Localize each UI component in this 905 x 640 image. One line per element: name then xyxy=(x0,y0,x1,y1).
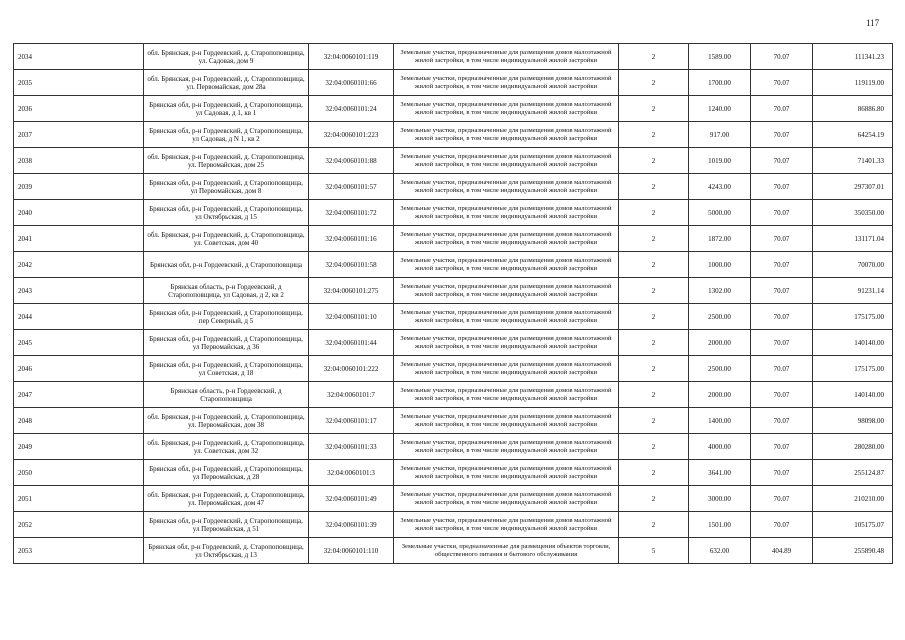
specific-value-cell: 70.07 xyxy=(751,330,813,356)
specific-value-cell: 70.07 xyxy=(751,356,813,382)
cadastral-number-cell: 32:04:0060101:17 xyxy=(309,408,394,434)
table-row xyxy=(14,252,893,278)
area-cell: 1000.00 xyxy=(689,252,751,278)
cadastral-value-cell: 111341.23 xyxy=(813,44,893,70)
area-cell: 1501.00 xyxy=(689,512,751,538)
table-row xyxy=(14,44,893,70)
address-cell: Брянская обл, р-н Гордеевский, д Старопоповщица, ул Октябрьская, д 15 xyxy=(144,200,309,226)
cadastral-number-cell: 32:04:0060101:223 xyxy=(309,122,394,148)
table-row xyxy=(14,382,893,408)
land-use-purpose-cell: Земельные участки, предназначенные для размещения домов малоэтажной жилой застройки, в том числе индивидуальной жилой застройки xyxy=(394,382,619,408)
land-use-purpose-cell: Земельные участки, предназначенные для размещения домов малоэтажной жилой застройки, в том числе индивидуальной жилой застройки xyxy=(394,70,619,96)
address-cell: Брянская обл, р-н Гордеевский, д Старопоповщица, ул Первомайская, дом 8 xyxy=(144,174,309,200)
address-cell: обл. Брянская, р-н Гордеевский, д. Старопоповщица, ул. Первомайская, дом 38 xyxy=(144,408,309,434)
specific-value-cell: 70.07 xyxy=(751,226,813,252)
specific-value-cell: 70.07 xyxy=(751,486,813,512)
area-cell: 1302.00 xyxy=(689,278,751,304)
group-number-cell: 2 xyxy=(619,226,689,252)
area-cell: 3000.00 xyxy=(689,486,751,512)
group-number-cell: 2 xyxy=(619,200,689,226)
area-cell: 1872.00 xyxy=(689,226,751,252)
row-number-cell: 2035 xyxy=(14,70,144,96)
address-cell: обл. Брянская, р-н Гордеевский, д. Старопоповщица, ул. Первомайская, дом 28а xyxy=(144,70,309,96)
area-cell: 1589.00 xyxy=(689,44,751,70)
group-number-cell: 2 xyxy=(619,70,689,96)
address-cell: обл. Брянская, р-н Гордеевский, д. Старопоповщица, ул. Советская, дом 40 xyxy=(144,226,309,252)
group-number-cell: 2 xyxy=(619,252,689,278)
row-number-cell: 2042 xyxy=(14,252,144,278)
land-use-purpose-cell: Земельные участки, предназначенные для размещения домов малоэтажной жилой застройки, в том числе индивидуальной жилой застройки xyxy=(394,278,619,304)
land-use-purpose-cell: Земельные участки, предназначенные для размещения домов малоэтажной жилой застройки, в том числе индивидуальной жилой застройки xyxy=(394,44,619,70)
row-number-cell: 2040 xyxy=(14,200,144,226)
area-cell: 4243.00 xyxy=(689,174,751,200)
table-row xyxy=(14,356,893,382)
row-number-cell: 2047 xyxy=(14,382,144,408)
group-number-cell: 2 xyxy=(619,96,689,122)
group-number-cell: 2 xyxy=(619,44,689,70)
land-use-purpose-cell: Земельные участки, предназначенные для размещения объектов торговли, общественного питания и бытового обслуживания xyxy=(394,538,619,564)
cadastral-number-cell: 32:04:0060101:58 xyxy=(309,252,394,278)
table-row xyxy=(14,148,893,174)
area-cell: 1240.00 xyxy=(689,96,751,122)
specific-value-cell: 70.07 xyxy=(751,512,813,538)
address-cell: Брянская обл, р-н Гордеевский, д Старопоповщица, ул Садовая, д 1, кв 1 xyxy=(144,96,309,122)
address-cell: Брянская обл, р-н Гордеевский, д Старопоповщица, ул Первомайская, д 51 xyxy=(144,512,309,538)
table-row xyxy=(14,226,893,252)
group-number-cell: 2 xyxy=(619,148,689,174)
specific-value-cell: 70.07 xyxy=(751,382,813,408)
row-number-cell: 2043 xyxy=(14,278,144,304)
area-cell: 1400.00 xyxy=(689,408,751,434)
row-number-cell: 2052 xyxy=(14,512,144,538)
cadastral-value-cell: 280280.00 xyxy=(813,434,893,460)
area-cell: 2000.00 xyxy=(689,382,751,408)
row-number-cell: 2048 xyxy=(14,408,144,434)
specific-value-cell: 70.07 xyxy=(751,252,813,278)
row-number-cell: 2053 xyxy=(14,538,144,564)
address-cell: Брянская обл, р-н Гордеевский, д. Старопоповщица, ул Октябрьская, д 13 xyxy=(144,538,309,564)
area-cell: 2500.00 xyxy=(689,304,751,330)
address-cell: Брянская обл, р-н Гордеевский, д Старопоповщица xyxy=(144,252,309,278)
group-number-cell: 2 xyxy=(619,278,689,304)
row-number-cell: 2050 xyxy=(14,460,144,486)
cadastral-number-cell: 32:04:0060101:275 xyxy=(309,278,394,304)
group-number-cell: 2 xyxy=(619,434,689,460)
table-row xyxy=(14,486,893,512)
table-row xyxy=(14,538,893,564)
cadastral-value-cell: 105175.07 xyxy=(813,512,893,538)
cadastral-value-cell: 64254.19 xyxy=(813,122,893,148)
cadastral-number-cell: 32:04:0060101:7 xyxy=(309,382,394,408)
group-number-cell: 2 xyxy=(619,486,689,512)
land-use-purpose-cell: Земельные участки, предназначенные для размещения домов малоэтажной жилой застройки, в том числе индивидуальной жилой застройки xyxy=(394,96,619,122)
address-cell: Брянская обл, р-н Гордеевский, д Старопоповщица, ул Советская, д 18 xyxy=(144,356,309,382)
cadastral-value-cell: 98098.00 xyxy=(813,408,893,434)
table-row xyxy=(14,434,893,460)
address-cell: обл. Брянская, р-н Гордеевский, д. Старопоповщица, ул. Садовая, дом 9 xyxy=(144,44,309,70)
land-use-purpose-cell: Земельные участки, предназначенные для размещения домов малоэтажной жилой застройки, в том числе индивидуальной жилой застройки xyxy=(394,356,619,382)
specific-value-cell: 70.07 xyxy=(751,200,813,226)
cadastral-value-cell: 86886.80 xyxy=(813,96,893,122)
cadastral-number-cell: 32:04:0060101:88 xyxy=(309,148,394,174)
specific-value-cell: 70.07 xyxy=(751,70,813,96)
land-use-purpose-cell: Земельные участки, предназначенные для размещения домов малоэтажной жилой застройки, в том числе индивидуальной жилой застройки xyxy=(394,486,619,512)
specific-value-cell: 70.07 xyxy=(751,408,813,434)
table-row xyxy=(14,304,893,330)
specific-value-cell: 70.07 xyxy=(751,174,813,200)
table-row xyxy=(14,70,893,96)
group-number-cell: 2 xyxy=(619,408,689,434)
row-number-cell: 2038 xyxy=(14,148,144,174)
row-number-cell: 2051 xyxy=(14,486,144,512)
address-cell: Брянская обл, р-н Гордеевский, д Старопоповщица, ул Первомайская, д 36 xyxy=(144,330,309,356)
cadastral-number-cell: 32:04:0060101:39 xyxy=(309,512,394,538)
land-use-purpose-cell: Земельные участки, предназначенные для размещения домов малоэтажной жилой застройки, в том числе индивидуальной жилой застройки xyxy=(394,122,619,148)
table-row xyxy=(14,96,893,122)
cadastral-number-cell: 32:04:0060101:49 xyxy=(309,486,394,512)
cadastral-value-cell: 91231.14 xyxy=(813,278,893,304)
specific-value-cell: 70.07 xyxy=(751,148,813,174)
cadastral-value-cell: 140140.00 xyxy=(813,330,893,356)
address-cell: Брянская область, р-н Гордеевский, д Старопоповщица xyxy=(144,382,309,408)
land-registry-table xyxy=(13,43,893,564)
group-number-cell: 2 xyxy=(619,356,689,382)
group-number-cell: 2 xyxy=(619,304,689,330)
area-cell: 2500.00 xyxy=(689,356,751,382)
cadastral-value-cell: 131171.04 xyxy=(813,226,893,252)
table-row xyxy=(14,200,893,226)
cadastral-value-cell: 255124.87 xyxy=(813,460,893,486)
area-cell: 2000.00 xyxy=(689,330,751,356)
area-cell: 1019.00 xyxy=(689,148,751,174)
land-use-purpose-cell: Земельные участки, предназначенные для размещения домов малоэтажной жилой застройки, в том числе индивидуальной жилой застройки xyxy=(394,200,619,226)
address-cell: Брянская обл, р-н Гордеевский, д Старопоповщица, ул Первомайская, д 28 xyxy=(144,460,309,486)
table-row xyxy=(14,278,893,304)
land-use-purpose-cell: Земельные участки, предназначенные для размещения домов малоэтажной жилой застройки, в том числе индивидуальной жилой застройки xyxy=(394,434,619,460)
specific-value-cell: 404.89 xyxy=(751,538,813,564)
cadastral-value-cell: 175175.00 xyxy=(813,304,893,330)
table-row xyxy=(14,408,893,434)
area-cell: 917.00 xyxy=(689,122,751,148)
address-cell: обл. Брянская, р-н Гордеевский, д. Старопоповщица, ул. Советская, дом 32 xyxy=(144,434,309,460)
group-number-cell: 2 xyxy=(619,122,689,148)
cadastral-number-cell: 32:04:0060101:66 xyxy=(309,70,394,96)
table-row xyxy=(14,330,893,356)
group-number-cell: 2 xyxy=(619,382,689,408)
area-cell: 3641.00 xyxy=(689,460,751,486)
land-use-purpose-cell: Земельные участки, предназначенные для размещения домов малоэтажной жилой застройки, в том числе индивидуальной жилой застройки xyxy=(394,226,619,252)
specific-value-cell: 70.07 xyxy=(751,304,813,330)
row-number-cell: 2034 xyxy=(14,44,144,70)
table-row xyxy=(14,460,893,486)
cadastral-number-cell: 32:04:0060101:44 xyxy=(309,330,394,356)
land-use-purpose-cell: Земельные участки, предназначенные для размещения домов малоэтажной жилой застройки, в том числе индивидуальной жилой застройки xyxy=(394,174,619,200)
cadastral-value-cell: 140140.00 xyxy=(813,382,893,408)
group-number-cell: 5 xyxy=(619,538,689,564)
land-use-purpose-cell: Земельные участки, предназначенные для размещения домов малоэтажной жилой застройки, в том числе индивидуальной жилой застройки xyxy=(394,330,619,356)
row-number-cell: 2046 xyxy=(14,356,144,382)
specific-value-cell: 70.07 xyxy=(751,44,813,70)
cadastral-value-cell: 70070.00 xyxy=(813,252,893,278)
cadastral-number-cell: 32:04:0060101:16 xyxy=(309,226,394,252)
land-use-purpose-cell: Земельные участки, предназначенные для размещения домов малоэтажной жилой застройки, в том числе индивидуальной жилой застройки xyxy=(394,460,619,486)
specific-value-cell: 70.07 xyxy=(751,122,813,148)
specific-value-cell: 70.07 xyxy=(751,434,813,460)
cadastral-number-cell: 32:04:0060101:110 xyxy=(309,538,394,564)
cadastral-value-cell: 297307.01 xyxy=(813,174,893,200)
address-cell: обл. Брянская, р-н Гордеевский, д. Старопоповщица, ул. Первомайская, дом 47 xyxy=(144,486,309,512)
group-number-cell: 2 xyxy=(619,460,689,486)
row-number-cell: 2037 xyxy=(14,122,144,148)
land-use-purpose-cell: Земельные участки, предназначенные для размещения домов малоэтажной жилой застройки, в том числе индивидуальной жилой застройки xyxy=(394,148,619,174)
table-row xyxy=(14,512,893,538)
row-number-cell: 2036 xyxy=(14,96,144,122)
cadastral-number-cell: 32:04:0060101:72 xyxy=(309,200,394,226)
table-row xyxy=(14,174,893,200)
specific-value-cell: 70.07 xyxy=(751,460,813,486)
group-number-cell: 2 xyxy=(619,512,689,538)
cadastral-number-cell: 32:04:0060101:24 xyxy=(309,96,394,122)
land-use-purpose-cell: Земельные участки, предназначенные для размещения домов малоэтажной жилой застройки, в том числе индивидуальной жилой застройки xyxy=(394,408,619,434)
page-number: 117 xyxy=(866,18,880,28)
cadastral-number-cell: 32:04:0060101:222 xyxy=(309,356,394,382)
cadastral-number-cell: 32:04:0060101:119 xyxy=(309,44,394,70)
address-cell: Брянская обл, р-н Гордеевский, д Старопоповщица, ул Садовая, д N 1, кв 2 xyxy=(144,122,309,148)
cadastral-value-cell: 255890.48 xyxy=(813,538,893,564)
table-row xyxy=(14,122,893,148)
cadastral-value-cell: 119119.00 xyxy=(813,70,893,96)
cadastral-number-cell: 32:04:0060101:10 xyxy=(309,304,394,330)
row-number-cell: 2041 xyxy=(14,226,144,252)
address-cell: Брянская обл, р-н Гордеевский, д Старопоповщица, пер Северный, д 5 xyxy=(144,304,309,330)
row-number-cell: 2044 xyxy=(14,304,144,330)
cadastral-number-cell: 32:04:0060101:3 xyxy=(309,460,394,486)
cadastral-number-cell: 32:04:0060101:57 xyxy=(309,174,394,200)
specific-value-cell: 70.07 xyxy=(751,96,813,122)
address-cell: Брянская область, р-н Гордеевский, д Старопоповщица, ул Садовая, д 2, кв 2 xyxy=(144,278,309,304)
cadastral-value-cell: 210210.00 xyxy=(813,486,893,512)
area-cell: 4000.00 xyxy=(689,434,751,460)
table-body xyxy=(14,44,893,564)
row-number-cell: 2049 xyxy=(14,434,144,460)
area-cell: 632.00 xyxy=(689,538,751,564)
land-use-purpose-cell: Земельные участки, предназначенные для размещения домов малоэтажной жилой застройки, в том числе индивидуальной жилой застройки xyxy=(394,304,619,330)
land-use-purpose-cell: Земельные участки, предназначенные для размещения домов малоэтажной жилой застройки, в том числе индивидуальной жилой застройки xyxy=(394,252,619,278)
group-number-cell: 2 xyxy=(619,330,689,356)
row-number-cell: 2045 xyxy=(14,330,144,356)
cadastral-value-cell: 71401.33 xyxy=(813,148,893,174)
area-cell: 1700.00 xyxy=(689,70,751,96)
group-number-cell: 2 xyxy=(619,174,689,200)
cadastral-value-cell: 175175.00 xyxy=(813,356,893,382)
cadastral-value-cell: 350350.00 xyxy=(813,200,893,226)
row-number-cell: 2039 xyxy=(14,174,144,200)
specific-value-cell: 70.07 xyxy=(751,278,813,304)
land-use-purpose-cell: Земельные участки, предназначенные для размещения домов малоэтажной жилой застройки, в том числе индивидуальной жилой застройки xyxy=(394,512,619,538)
area-cell: 5000.00 xyxy=(689,200,751,226)
cadastral-number-cell: 32:04:0060101:33 xyxy=(309,434,394,460)
address-cell: обл. Брянская, р-н Гордеевский, д. Старопоповщица, ул. Первомайская, дом 25 xyxy=(144,148,309,174)
